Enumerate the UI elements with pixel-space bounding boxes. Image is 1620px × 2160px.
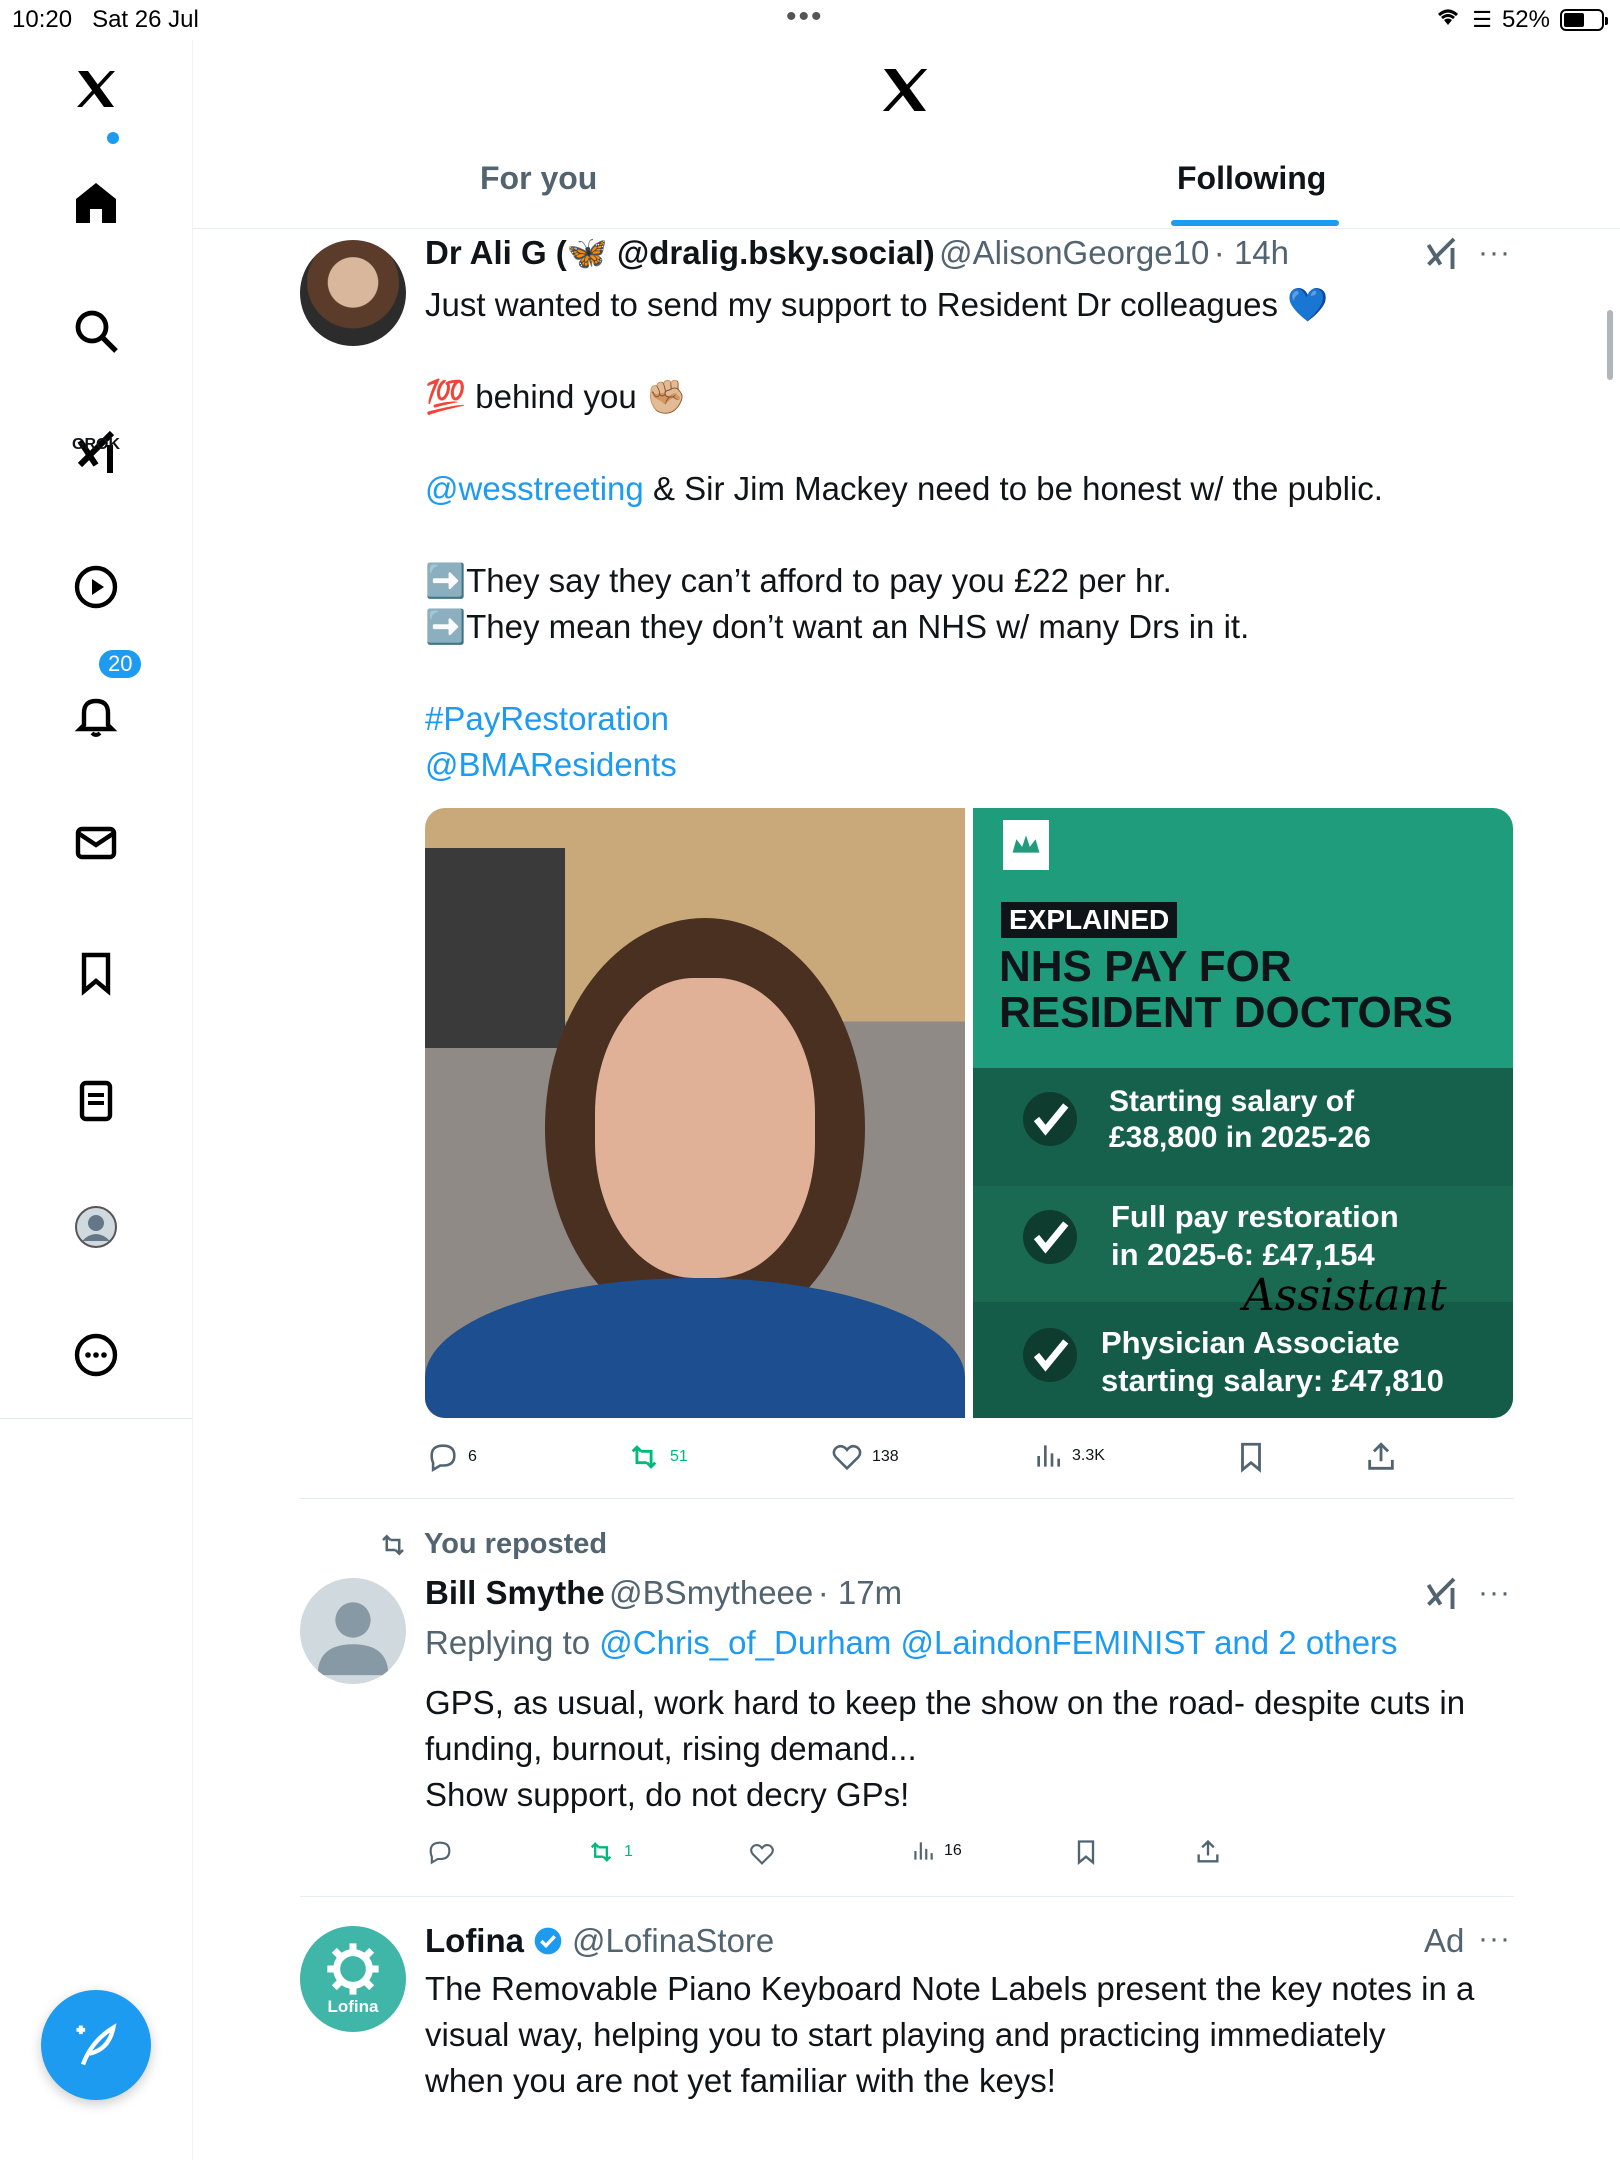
status-time: 10:20 Sat 26 Jul — [12, 6, 199, 33]
repost-button[interactable] — [586, 1838, 633, 1866]
avatar-brand-text: Lofina — [327, 1997, 379, 2016]
like-count: 138 — [872, 1448, 899, 1465]
list-icon: ☰ — [1472, 6, 1492, 32]
check-icon — [1023, 1328, 1077, 1387]
tweet-author-name[interactable]: Dr Ali G (🦋 @dralig.bsky.social) — [425, 234, 935, 271]
home-unread-dot — [107, 132, 119, 144]
battery-percent: 52% — [1501, 5, 1550, 33]
active-tab-indicator — [1171, 220, 1339, 226]
tweet-line: visual way, helping you to start playing and practicing immediately — [425, 2016, 1386, 2053]
notifications-bell-icon[interactable] — [63, 682, 129, 748]
reply-button[interactable] — [426, 1440, 477, 1474]
heart-icon — [830, 1440, 864, 1474]
like-button[interactable] — [748, 1840, 776, 1868]
reply-icon — [426, 1440, 460, 1474]
views-chart-icon — [910, 1838, 936, 1864]
mention-link[interactable]: @wesstreeting — [425, 470, 644, 507]
ad-label: Ad — [1424, 1922, 1465, 1959]
battery-icon — [1560, 9, 1604, 31]
tweet-header — [425, 1574, 902, 1612]
tweet-more-button[interactable]: ··· — [1478, 1576, 1511, 1609]
notifications-badge: 20 — [96, 647, 144, 681]
views-count: 16 — [944, 1842, 962, 1859]
views-button[interactable] — [910, 1838, 962, 1864]
repost-context — [376, 1528, 607, 1561]
card-row-text: £38,800 in 2025-26 — [1109, 1121, 1371, 1154]
timeline-header — [193, 40, 1620, 229]
like-button[interactable] — [830, 1440, 899, 1474]
tab-for-you[interactable]: For you — [480, 160, 598, 196]
check-icon — [1023, 1092, 1077, 1151]
bookmark-button[interactable] — [1234, 1440, 1268, 1474]
grok-label: GROK — [72, 436, 120, 453]
tweet-time[interactable]: · 14h — [1213, 234, 1289, 271]
tweet-more-button[interactable]: ··· — [1478, 1922, 1511, 1955]
reply-count: 6 — [468, 1448, 477, 1465]
tweet-body — [425, 282, 1525, 788]
profile-avatar-icon[interactable] — [63, 1194, 129, 1260]
status-indicators — [1434, 5, 1604, 34]
lists-icon[interactable] — [63, 1068, 129, 1134]
handwritten-annotation: Assistant — [1243, 1270, 1447, 1321]
repost-icon — [586, 1838, 616, 1866]
bookmark-icon — [1072, 1838, 1100, 1866]
hashtag-link[interactable]: #PayRestoration — [425, 700, 669, 737]
replying-to: Replying to @Chris_of_Durham @LaindonFEMINIST and 2 others — [425, 1624, 1398, 1661]
share-button[interactable] — [1194, 1838, 1222, 1866]
card-rows — [973, 1068, 1513, 1418]
tweet-photo-selfie[interactable] — [425, 808, 965, 1418]
tweet-line: The Removable Piano Keyboard Note Labels present the key notes in a — [425, 1970, 1475, 2007]
reply-button[interactable] — [426, 1838, 454, 1866]
mention-link[interactable]: @BMAResidents — [425, 746, 677, 783]
tweet-line: ➡️They mean they don’t want an NHS w/ many Drs in it. — [425, 608, 1250, 645]
tweet-author-avatar[interactable] — [300, 1578, 406, 1684]
tweet-line: funding, burnout, rising demand... — [425, 1730, 917, 1767]
tweet-photo-nhs-card[interactable] — [973, 808, 1513, 1418]
card-row-text: Starting salary of — [1109, 1085, 1355, 1118]
card-row-text: Physician Associate — [1101, 1325, 1400, 1360]
tweet-time[interactable]: · 17m — [817, 1574, 903, 1611]
tweet-line: 💯 behind you ✊🏼 — [425, 378, 687, 415]
repost-count: 1 — [624, 1843, 633, 1860]
search-icon[interactable] — [63, 298, 129, 364]
tweet-more-button[interactable]: ··· — [1478, 236, 1511, 269]
card-row-text: in 2025-6: £47,154 — [1111, 1237, 1375, 1272]
bookmark-icon — [1234, 1440, 1268, 1474]
tweet-line: @wesstreeting & Sir Jim Mackey need to be honest w/ the public. — [425, 470, 1383, 507]
scrollbar-thumb[interactable] — [1607, 310, 1613, 380]
verified-badge-icon — [532, 1925, 564, 1957]
crown-logo-icon — [1003, 820, 1049, 870]
card-row-text: Full pay restoration — [1111, 1199, 1399, 1234]
repost-small-icon — [376, 1530, 410, 1560]
sidebar-divider — [0, 1418, 192, 1419]
x-logo-icon[interactable] — [63, 56, 129, 122]
tweet-author-avatar[interactable] — [300, 240, 406, 346]
heart-icon — [748, 1840, 776, 1868]
grok-explain-icon[interactable] — [1424, 236, 1460, 277]
tweet-author-name[interactable]: Bill Smythe — [425, 1574, 605, 1611]
repost-button[interactable] — [626, 1440, 688, 1474]
card-row-text: starting salary: £47,810 — [1101, 1363, 1444, 1398]
repost-count: 51 — [670, 1448, 688, 1465]
bookmarks-icon[interactable] — [63, 940, 129, 1006]
tweet-line: when you are not yet familiar with the keys! — [425, 2062, 1056, 2099]
tweet-author-handle[interactable]: @AlisonGeorge10 — [939, 234, 1210, 271]
tweet-line: Show support, do not decry GPs! — [425, 1776, 910, 1813]
repost-icon — [626, 1440, 662, 1474]
tweet-author-handle[interactable]: @LofinaStore — [571, 1922, 775, 1959]
tweet-header — [425, 1922, 774, 1960]
check-icon — [1023, 1210, 1077, 1269]
share-button[interactable] — [1364, 1440, 1398, 1474]
multitasking-dots[interactable]: ••• — [786, 0, 824, 33]
tweet-author-handle[interactable]: @BSmytheee — [609, 1574, 814, 1611]
tweet-header — [425, 234, 1289, 273]
gear-logo-icon — [325, 1941, 381, 1997]
status-bar — [0, 0, 1620, 40]
share-icon — [1194, 1838, 1222, 1866]
tweet-body — [425, 1966, 1535, 2104]
tweet-divider — [300, 1498, 1514, 1499]
tweet-author-name[interactable]: Lofina — [425, 1922, 524, 1959]
tweet-line: Just wanted to send my support to Resident Dr colleagues 💙 — [425, 286, 1329, 323]
explained-label: EXPLAINED — [1001, 902, 1177, 938]
tweet-line: GPS, as usual, work hard to keep the show on the road- despite cuts in — [425, 1684, 1466, 1721]
tab-following[interactable]: Following — [1177, 160, 1327, 196]
x-header-logo-icon — [877, 62, 933, 118]
repost-context-label: You reposted — [424, 1528, 608, 1560]
grok-explain-icon[interactable] — [1424, 1576, 1460, 1617]
bookmark-button[interactable] — [1072, 1838, 1100, 1866]
views-chart-icon — [1032, 1440, 1064, 1472]
home-icon[interactable] — [63, 170, 129, 236]
messages-mail-icon[interactable] — [63, 810, 129, 876]
feather-plus-icon — [70, 2019, 122, 2071]
advertiser-avatar[interactable] — [300, 1926, 406, 2032]
card-title: NHS PAY FOR RESIDENT DOCTORS — [999, 942, 1453, 1037]
wifi-icon — [1434, 5, 1462, 34]
tweet-divider — [300, 1896, 1514, 1897]
replying-to-links[interactable]: @Chris_of_Durham @LaindonFEMINIST and 2 others — [599, 1624, 1398, 1661]
views-button[interactable] — [1032, 1440, 1105, 1472]
compose-post-button[interactable] — [41, 1990, 151, 2100]
tweet-body — [425, 1680, 1525, 1818]
video-play-icon[interactable] — [63, 554, 129, 620]
tweet-line: ➡️They say they can’t afford to pay you £22 per hr. — [425, 562, 1172, 599]
views-count: 3.3K — [1072, 1447, 1105, 1464]
reply-icon — [426, 1838, 454, 1866]
share-icon — [1364, 1440, 1398, 1474]
more-options-icon[interactable] — [63, 1322, 129, 1388]
